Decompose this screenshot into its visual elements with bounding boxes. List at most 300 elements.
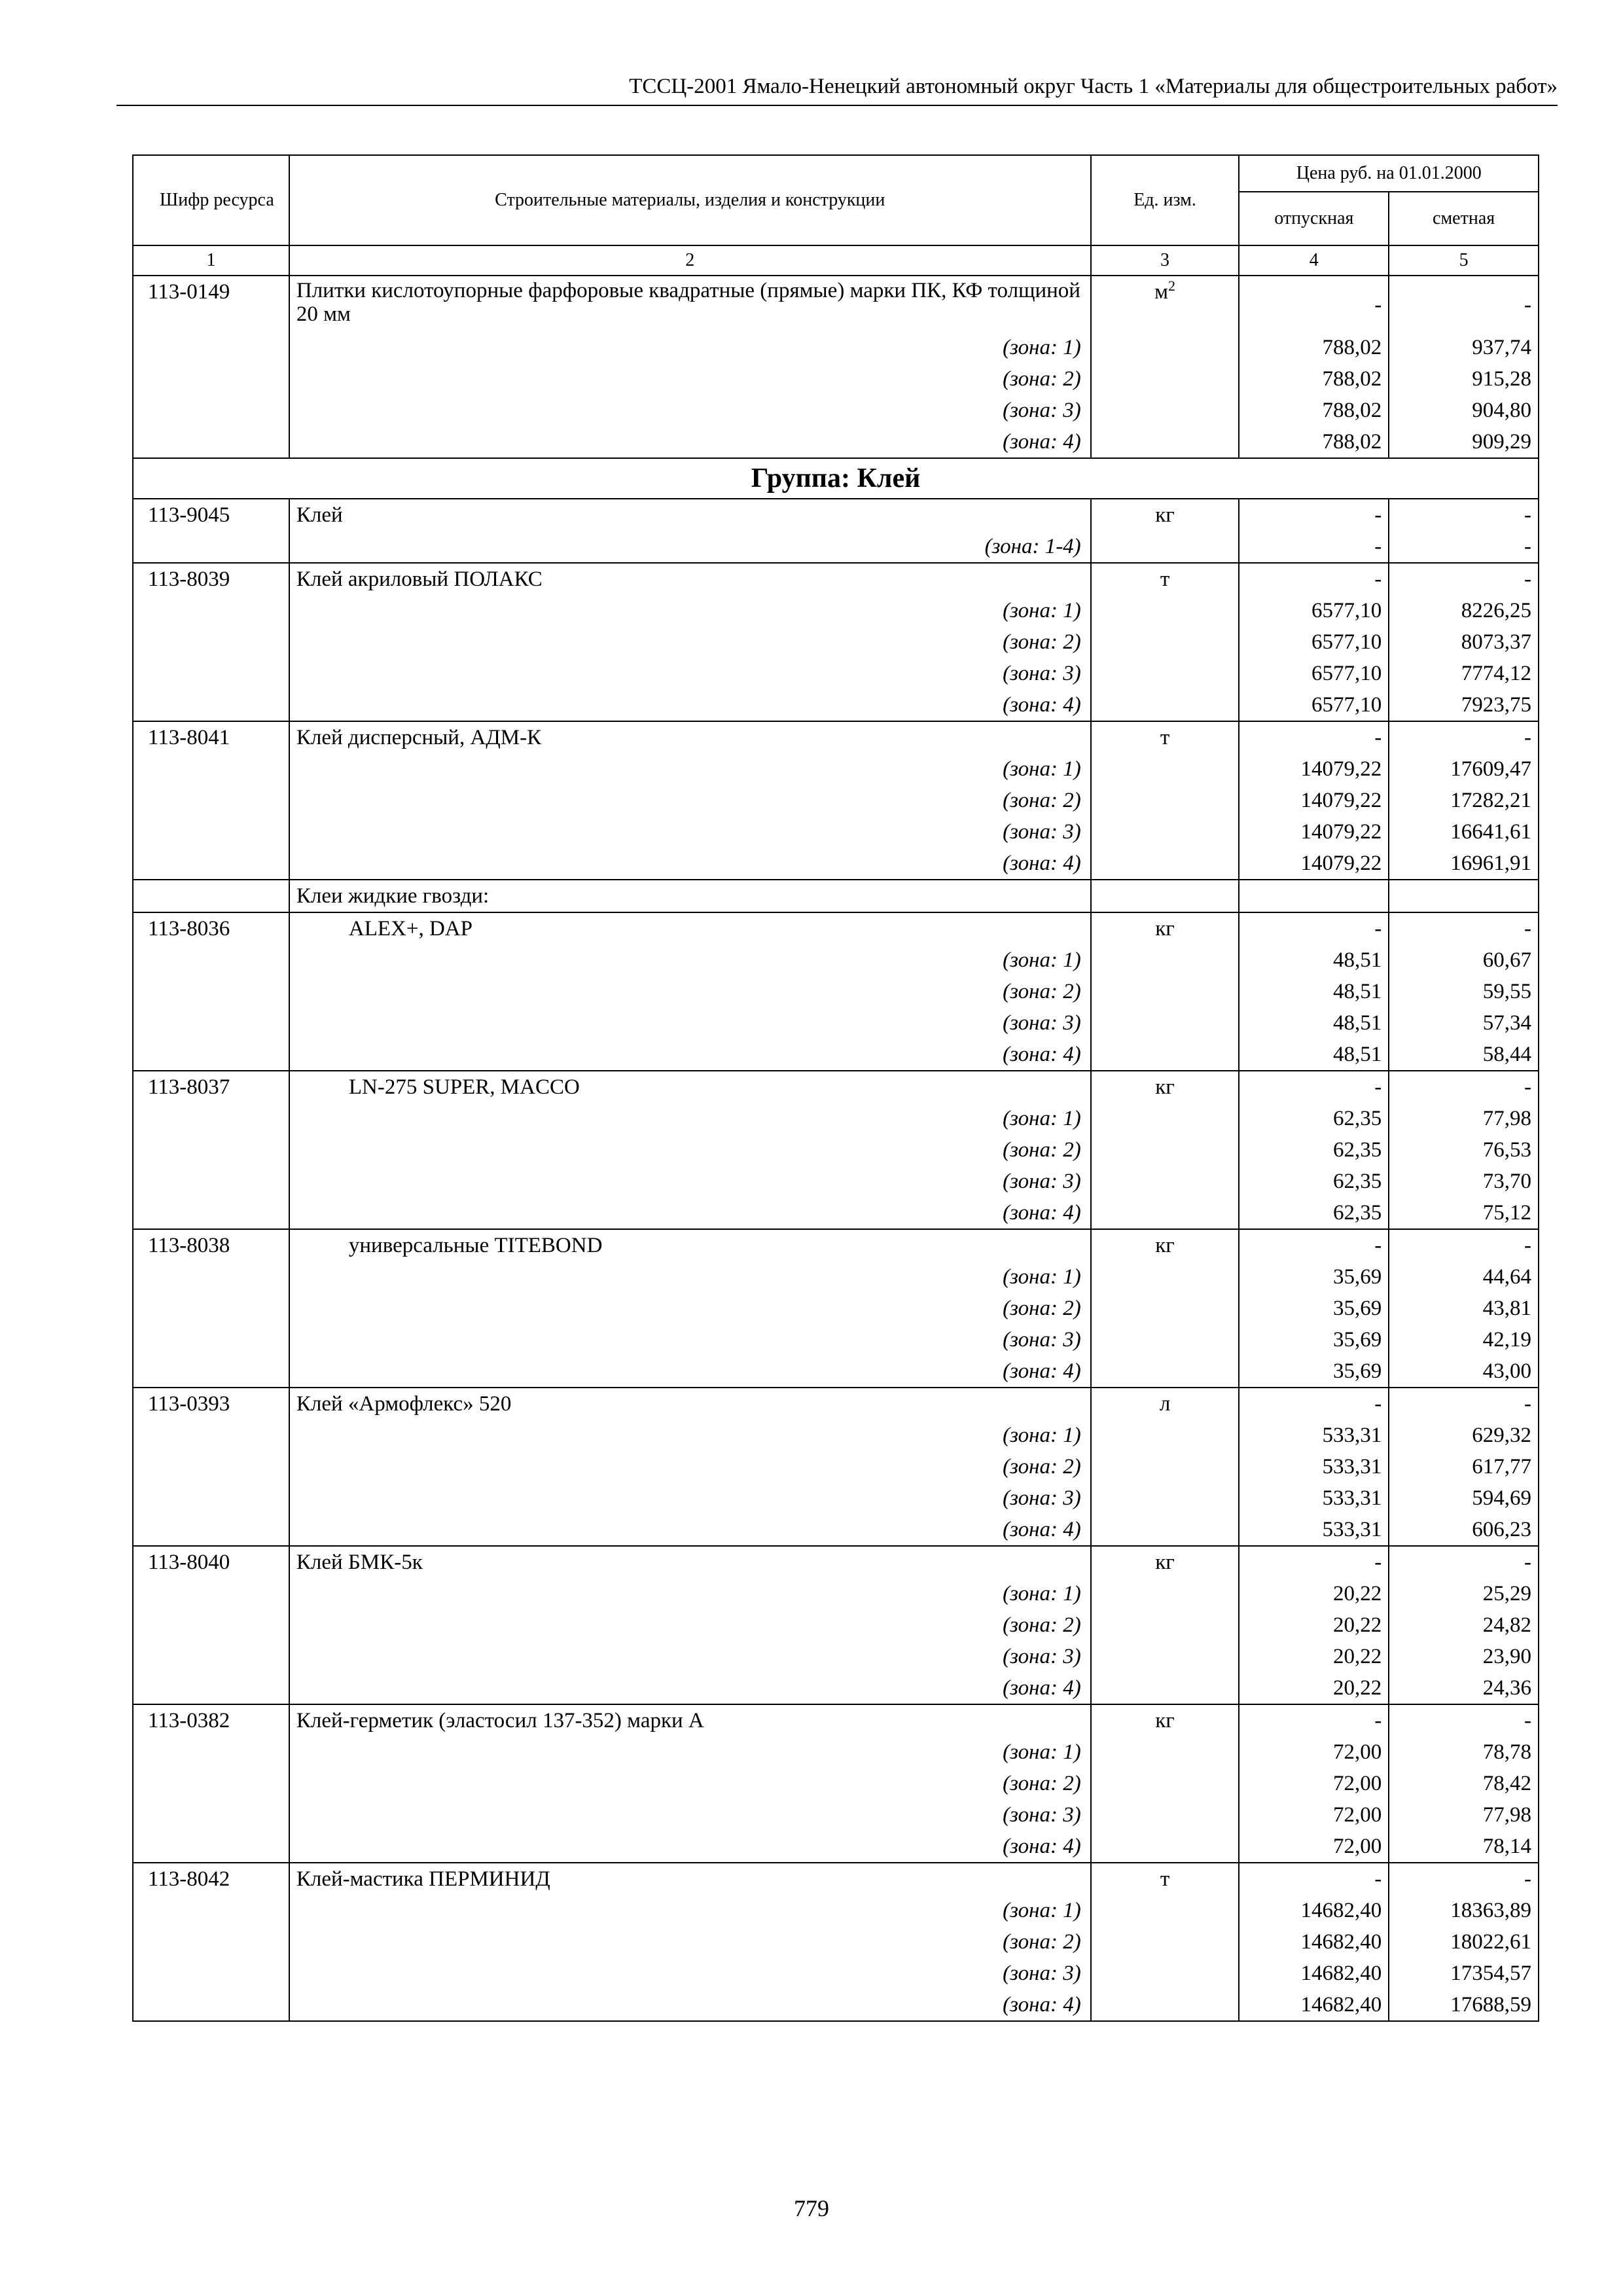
zone-row [133,1007,1539,1039]
unit-cell [1091,1071,1240,1103]
release-price: - [1239,563,1389,595]
zone-label: (зона: 1) [289,1261,1091,1293]
empty-release [1239,880,1389,912]
zone-label: (зона: 1) [289,1578,1091,1609]
estimate-price: 24,36 [1389,1672,1539,1704]
resource-code: 113-9045 [133,499,289,531]
estimate-price: - [1389,1388,1539,1420]
zone-label: (зона: 3) [289,1324,1091,1355]
header-unit: Ед. изм. [1091,155,1240,245]
estimate-price: 77,98 [1389,1103,1539,1134]
zone-label: (зона: 4) [289,1514,1091,1546]
zone-row [133,1103,1539,1134]
release-price: 533,31 [1239,1420,1389,1451]
zone-row [133,1134,1539,1166]
zone-label: (зона: 3) [289,395,1091,426]
empty-code [133,753,289,785]
zone-label: (зона: 1) [289,595,1091,626]
release-price: 14079,22 [1239,848,1389,880]
estimate-price: 25,29 [1389,1578,1539,1609]
empty-code [133,1578,289,1609]
empty-code [133,1451,289,1482]
empty-code [133,1355,289,1388]
unit: кг [1155,1075,1175,1099]
estimate-price: 915,28 [1389,363,1539,395]
subheading-row [133,880,1539,912]
resource-code: 113-8039 [133,563,289,595]
empty-unit [1091,880,1240,912]
zone-label: (зона: 1) [289,944,1091,976]
estimate-price: 73,70 [1389,1166,1539,1197]
empty-unit [1091,1926,1240,1958]
zone-row [133,689,1539,721]
zone-label: (зона: 4) [289,1672,1091,1704]
estimate-price: 16641,61 [1389,816,1539,848]
col-number-2: 2 [289,245,1091,276]
release-price: - [1239,1546,1389,1578]
empty-code [133,1261,289,1293]
zone-label: (зона: 2) [289,626,1091,658]
header-code: Шифр ресурса [133,155,289,245]
page-number: 779 [794,2195,829,2221]
estimate-price: 78,14 [1389,1831,1539,1863]
release-price: 6577,10 [1239,689,1389,721]
unit-cell [1091,563,1240,595]
zone-label: (зона: 1) [289,1736,1091,1768]
resource-code: 113-0393 [133,1388,289,1420]
zone-row [133,426,1539,458]
estimate-price: 77,98 [1389,1799,1539,1831]
estimate-price: 7774,12 [1389,658,1539,689]
table-header [133,155,1539,276]
resource-code: 113-0149 [133,276,289,332]
empty-unit [1091,1007,1240,1039]
empty-code [133,1799,289,1831]
table-row [133,1071,1539,1103]
zone-row [133,1166,1539,1197]
empty-code [133,1324,289,1355]
zone-row [133,848,1539,880]
estimate-price: - [1389,1229,1539,1261]
table-row [133,721,1539,753]
empty-unit [1091,1514,1240,1546]
empty-unit [1091,848,1240,880]
zone-label: (зона: 3) [289,1641,1091,1672]
unit-cell [1091,276,1240,332]
release-price: 48,51 [1239,1039,1389,1071]
empty-code [133,1926,289,1958]
zone-row [133,595,1539,626]
unit: кг [1155,1709,1175,1732]
zone-row [133,816,1539,848]
material-name: Клей-мастика ПЕРМИНИД [289,1863,1091,1895]
zone-row [133,395,1539,426]
estimate-price: 17354,57 [1389,1958,1539,1989]
release-price: 35,69 [1239,1355,1389,1388]
material-name: LN-275 SUPER, MACCO [289,1071,1091,1103]
zone-row [133,753,1539,785]
empty-code [133,1672,289,1704]
empty-unit [1091,626,1240,658]
empty-code [133,1293,289,1324]
estimate-price: 606,23 [1389,1514,1539,1546]
zone-label: (зона: 3) [289,658,1091,689]
release-price: 788,02 [1239,363,1389,395]
empty-code [133,1166,289,1197]
empty-code [133,1609,289,1641]
empty-code [133,1197,289,1229]
zone-label: (зона: 4) [289,1355,1091,1388]
release-price: 62,35 [1239,1103,1389,1134]
unit: м [1154,280,1168,304]
zone-label: (зона: 4) [289,1989,1091,2021]
estimate-price: - [1389,1704,1539,1736]
zone-label: (зона: 4) [289,1197,1091,1229]
header-name: Строительные материалы, изделия и конструкции [289,155,1091,245]
empty-unit [1091,1578,1240,1609]
table-row [133,563,1539,595]
unit-cell [1091,1229,1240,1261]
material-name: Клей дисперсный, АДМ-К [289,721,1091,753]
estimate-price: - [1389,1863,1539,1895]
release-price: - [1239,276,1389,332]
empty-unit [1091,395,1240,426]
estimate-price: 16961,91 [1389,848,1539,880]
empty-code [133,1134,289,1166]
zone-row [133,1895,1539,1926]
release-price: 533,31 [1239,1514,1389,1546]
release-price: 35,69 [1239,1324,1389,1355]
zone-label: (зона: 4) [289,848,1091,880]
estimate-price: 8073,37 [1389,626,1539,658]
estimate-price: - [1389,563,1539,595]
zone-row [133,531,1539,563]
col-number-3: 3 [1091,245,1240,276]
empty-unit [1091,658,1240,689]
empty-code [133,1039,289,1071]
release-price: 72,00 [1239,1799,1389,1831]
empty-code [133,1007,289,1039]
estimate-price: 937,74 [1389,332,1539,363]
estimate-price: - [1389,276,1539,332]
estimate-price: 24,82 [1389,1609,1539,1641]
empty-unit [1091,531,1240,563]
subheading: Клеи жидкие гвозди: [289,880,1091,912]
release-price: 62,35 [1239,1197,1389,1229]
empty-code [133,1768,289,1799]
zone-label: (зона: 3) [289,1007,1091,1039]
empty-code [133,658,289,689]
empty-code [133,944,289,976]
estimate-price: 7923,75 [1389,689,1539,721]
zone-label: (зона: 2) [289,1926,1091,1958]
release-price: - [1239,499,1389,531]
zone-row [133,1324,1539,1355]
zone-row [133,944,1539,976]
estimate-price: 76,53 [1389,1134,1539,1166]
col-number-4: 4 [1239,245,1389,276]
resource-code: 113-0382 [133,1704,289,1736]
empty-code [133,1103,289,1134]
release-price: 788,02 [1239,332,1389,363]
release-price: 6577,10 [1239,595,1389,626]
estimate-price: 78,78 [1389,1736,1539,1768]
zone-row [133,1641,1539,1672]
estimate-price: 18022,61 [1389,1926,1539,1958]
unit: кг [1155,917,1175,941]
estimate-price: 23,90 [1389,1641,1539,1672]
empty-unit [1091,1736,1240,1768]
empty-unit [1091,1261,1240,1293]
estimate-price: 17688,59 [1389,1989,1539,2021]
empty-code [133,1831,289,1863]
zone-row [133,1799,1539,1831]
estimate-price: - [1389,1546,1539,1578]
release-price: - [1239,1704,1389,1736]
release-price: 533,31 [1239,1482,1389,1514]
estimate-price: 59,55 [1389,976,1539,1007]
unit: кг [1155,1234,1175,1257]
empty-code [133,689,289,721]
empty-code [133,595,289,626]
empty-code [133,1420,289,1451]
estimate-price: 18363,89 [1389,1895,1539,1926]
empty-unit [1091,1958,1240,1989]
release-price: 62,35 [1239,1134,1389,1166]
page-header [116,73,1558,106]
zone-label: (зона: 2) [289,785,1091,816]
empty-unit [1091,332,1240,363]
empty-code [133,1736,289,1768]
empty-unit [1091,1895,1240,1926]
empty-unit [1091,753,1240,785]
estimate-price: 57,34 [1389,1007,1539,1039]
zone-label: (зона: 3) [289,1482,1091,1514]
release-price: - [1239,1229,1389,1261]
zone-label: (зона: 2) [289,1609,1091,1641]
resource-code: 113-8041 [133,721,289,753]
estimate-price: 43,00 [1389,1355,1539,1388]
material-name: ALEX+, DAP [289,912,1091,944]
release-price: 48,51 [1239,1007,1389,1039]
table-row [133,1704,1539,1736]
empty-unit [1091,1989,1240,2021]
zone-row [133,1293,1539,1324]
estimate-price: 78,42 [1389,1768,1539,1799]
estimate-price: 904,80 [1389,395,1539,426]
empty-unit [1091,1103,1240,1134]
empty-code [133,785,289,816]
col-number-1: 1 [133,245,289,276]
zone-label: (зона: 1) [289,753,1091,785]
estimate-price: - [1389,912,1539,944]
release-price: 788,02 [1239,426,1389,458]
unit-cell [1091,912,1240,944]
unit-superscript: 2 [1168,278,1175,294]
resource-code: 113-8037 [133,1071,289,1103]
table-row [133,1229,1539,1261]
release-price: 20,22 [1239,1609,1389,1641]
empty-estimate [1389,880,1539,912]
estimate-price: 629,32 [1389,1420,1539,1451]
zone-row [133,1672,1539,1704]
release-price: - [1239,1863,1389,1895]
release-price: 20,22 [1239,1641,1389,1672]
unit-cell [1091,1704,1240,1736]
zone-row [133,785,1539,816]
estimate-price: - [1389,721,1539,753]
header-estimate-price: сметная [1389,192,1539,245]
table-row [133,912,1539,944]
estimate-price: 8226,25 [1389,595,1539,626]
unit-cell [1091,721,1240,753]
estimate-price: 17282,21 [1389,785,1539,816]
release-price: 533,31 [1239,1451,1389,1482]
empty-unit [1091,1134,1240,1166]
empty-code [133,332,289,363]
zone-row [133,976,1539,1007]
zone-label: (зона: 1) [289,332,1091,363]
table-row [133,1546,1539,1578]
empty-code [133,1641,289,1672]
release-price: 6577,10 [1239,626,1389,658]
release-price: 72,00 [1239,1736,1389,1768]
material-name: Плитки кислотоупорные фарфоровые квадратные (прямые) марки ПК, КФ толщиной 20 мм [289,276,1091,332]
price-table [132,154,1539,2022]
unit: кг [1155,503,1175,527]
unit: т [1160,567,1170,591]
release-price: - [1239,721,1389,753]
estimate-price: - [1389,1071,1539,1103]
estimate-price: 617,77 [1389,1451,1539,1482]
empty-unit [1091,1355,1240,1388]
empty-unit [1091,1768,1240,1799]
release-price: 48,51 [1239,976,1389,1007]
material-name: Клей БМК-5к [289,1546,1091,1578]
zone-row [133,1261,1539,1293]
release-price: 14682,40 [1239,1989,1389,2021]
release-price: 14079,22 [1239,816,1389,848]
zone-row [133,1609,1539,1641]
zone-row [133,1768,1539,1799]
empty-unit [1091,689,1240,721]
material-name: универсальные TITEBOND [289,1229,1091,1261]
zone-row [133,1355,1539,1388]
empty-code [133,1482,289,1514]
empty-unit [1091,1293,1240,1324]
empty-code [133,1958,289,1989]
zone-row [133,363,1539,395]
resource-code: 113-8036 [133,912,289,944]
estimate-price: 58,44 [1389,1039,1539,1071]
estimate-price: 44,64 [1389,1261,1539,1293]
zone-label: (зона: 2) [289,363,1091,395]
empty-unit [1091,1039,1240,1071]
release-price: - [1239,912,1389,944]
unit: кг [1155,1551,1175,1574]
zone-row [133,1197,1539,1229]
empty-code [133,1895,289,1926]
release-price: 14682,40 [1239,1958,1389,1989]
zone-label: (зона: 2) [289,1293,1091,1324]
document-title: ТССЦ-2001 Ямало-Ненецкий автономный округ Часть 1 «Материалы для общестроительных работ» [629,75,1558,98]
zone-row [133,1039,1539,1071]
material-name: Клей «Армофлекс» 520 [289,1388,1091,1420]
empty-unit [1091,1166,1240,1197]
unit: л [1159,1392,1171,1416]
zone-label: (зона: 1) [289,1895,1091,1926]
zone-label: (зона: 3) [289,816,1091,848]
material-name: Клей-герметик (эластосил 137-352) марки А [289,1704,1091,1736]
release-price: 48,51 [1239,944,1389,976]
estimate-price: 17609,47 [1389,753,1539,785]
material-name: Клей акриловый ПОЛАКС [289,563,1091,595]
estimate-price: 909,29 [1389,426,1539,458]
zone-label: (зона: 1) [289,1420,1091,1451]
zone-label: (зона: 1) [289,1103,1091,1134]
unit: т [1160,726,1170,749]
zone-row [133,1989,1539,2021]
empty-unit [1091,1672,1240,1704]
zone-label: (зона: 2) [289,1134,1091,1166]
empty-code [133,531,289,563]
empty-unit [1091,1451,1240,1482]
zone-row [133,658,1539,689]
empty-code [133,426,289,458]
empty-code [133,1989,289,2021]
empty-code [133,816,289,848]
table-row [133,276,1539,332]
zone-row [133,332,1539,363]
empty-unit [1091,1420,1240,1451]
material-name: Клей [289,499,1091,531]
zone-label: (зона: 3) [289,1958,1091,1989]
unit-cell [1091,1546,1240,1578]
release-price: 20,22 [1239,1672,1389,1704]
resource-code: 113-8038 [133,1229,289,1261]
release-price: 14079,22 [1239,753,1389,785]
unit-cell [1091,499,1240,531]
release-price: 14079,22 [1239,785,1389,816]
empty-unit [1091,1831,1240,1863]
release-price: - [1239,1388,1389,1420]
zone-label: (зона: 3) [289,1799,1091,1831]
empty-code [133,976,289,1007]
empty-unit [1091,1197,1240,1229]
empty-unit [1091,785,1240,816]
estimate-price: 43,81 [1389,1293,1539,1324]
unit-cell [1091,1863,1240,1895]
release-price: - [1239,531,1389,563]
zone-label: (зона: 4) [289,1039,1091,1071]
estimate-price: 60,67 [1389,944,1539,976]
zone-label: (зона: 4) [289,426,1091,458]
empty-code [133,395,289,426]
release-price: - [1239,1071,1389,1103]
estimate-price: 75,12 [1389,1197,1539,1229]
empty-unit [1091,1641,1240,1672]
release-price: 788,02 [1239,395,1389,426]
release-price: 62,35 [1239,1166,1389,1197]
empty-code [133,880,289,912]
table-row [133,1388,1539,1420]
release-price: 35,69 [1239,1293,1389,1324]
release-price: 6577,10 [1239,658,1389,689]
zone-label: (зона: 2) [289,1451,1091,1482]
empty-code [133,363,289,395]
col-number-5: 5 [1389,245,1539,276]
empty-code [133,1514,289,1546]
